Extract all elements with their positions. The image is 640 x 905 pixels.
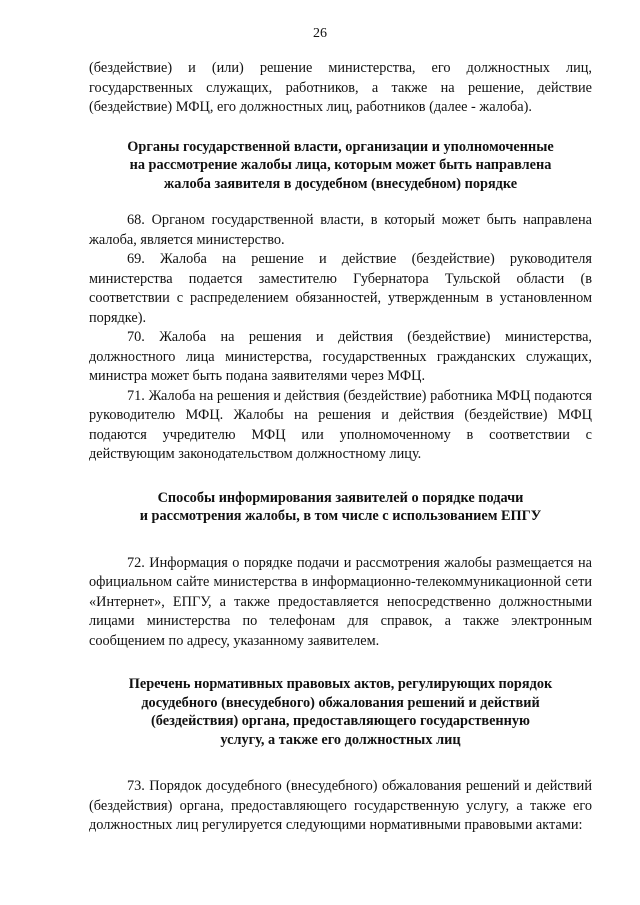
paragraph-71: 71. Жалоба на решения и действия (бездействие) работника МФЦ подаются руководителю МФЦ. Жалобы на решения и действия (бездействие) МФЦ подаются учредителю МФЦ или уполномоченному в соответствии с действующим законодательством должностному лицу.: [89, 387, 592, 462]
heading-line: на рассмотрение жалобы лица, которым может быть направлена: [129, 157, 552, 173]
heading-line: и рассмотрения жалобы, в том числе с использованием ЕПГУ: [139, 508, 542, 524]
intro-paragraph: (бездействие) и (или) решение министерства, его должностных лиц, государственных служащих, работников, а также на решение, действие (бездействие) МФЦ, его должностных лиц, работников (далее - жалоба).: [89, 60, 592, 115]
paragraph-73: 73. Порядок досудебного (внесудебного) обжалования решений и действий (бездействия) органа, предоставляющего государственную услугу, а также его должностных лиц регулируется следующими нормативными правовыми актами:: [89, 778, 592, 833]
document-body: [89, 59, 592, 836]
heading-line: услугу, а также его должностных лиц: [220, 731, 461, 748]
paragraph-68: 68. Органом государственной власти, в который может быть направлена жалоба, является министерство.: [89, 212, 592, 248]
heading-line: Перечень нормативных правовых актов, регулирующих порядок: [128, 676, 553, 692]
section-heading-complaint-bodies: [89, 138, 592, 194]
section-heading-informing-methods: [89, 489, 592, 526]
heading-line: (бездействия) органа, предоставляющего государственную: [151, 713, 530, 729]
paragraph-69: 69. Жалоба на решение и действие (бездействие) руководителя министерства подается заместителю Губернатора Тульской области (в соответствии с распределением обязанностей, утвержденным в установленном порядке).: [89, 251, 592, 326]
heading-line: Органы государственной власти, организации и уполномоченные: [127, 138, 554, 155]
paragraph-72: 72. Информация о порядке подачи и рассмотрения жалобы размещается на официальном сайте министерства в информационно-телекоммуникационной сети «Интернет», ЕПГУ, а также предоставляется непосредственно должностными лицами министерства по телефонам для справок, а также электронным сообщением по адресу, указанному заявителем.: [89, 554, 592, 649]
paragraph-70: 70. Жалоба на решения и действия (бездействие) министерства, должностного лица министерства, государственных гражданских служащих, министра может быть подана заявителями через МФЦ.: [89, 329, 592, 384]
heading-line: Способы информирования заявителей о порядке подачи: [157, 489, 524, 506]
page-number: 26: [313, 26, 327, 41]
heading-line: досудебного (внесудебного) обжалования решений и действий: [141, 694, 540, 711]
heading-line: жалоба заявителя в досудебном (внесудебном) порядке: [163, 175, 518, 192]
section-heading-regulatory-acts: [89, 675, 592, 749]
